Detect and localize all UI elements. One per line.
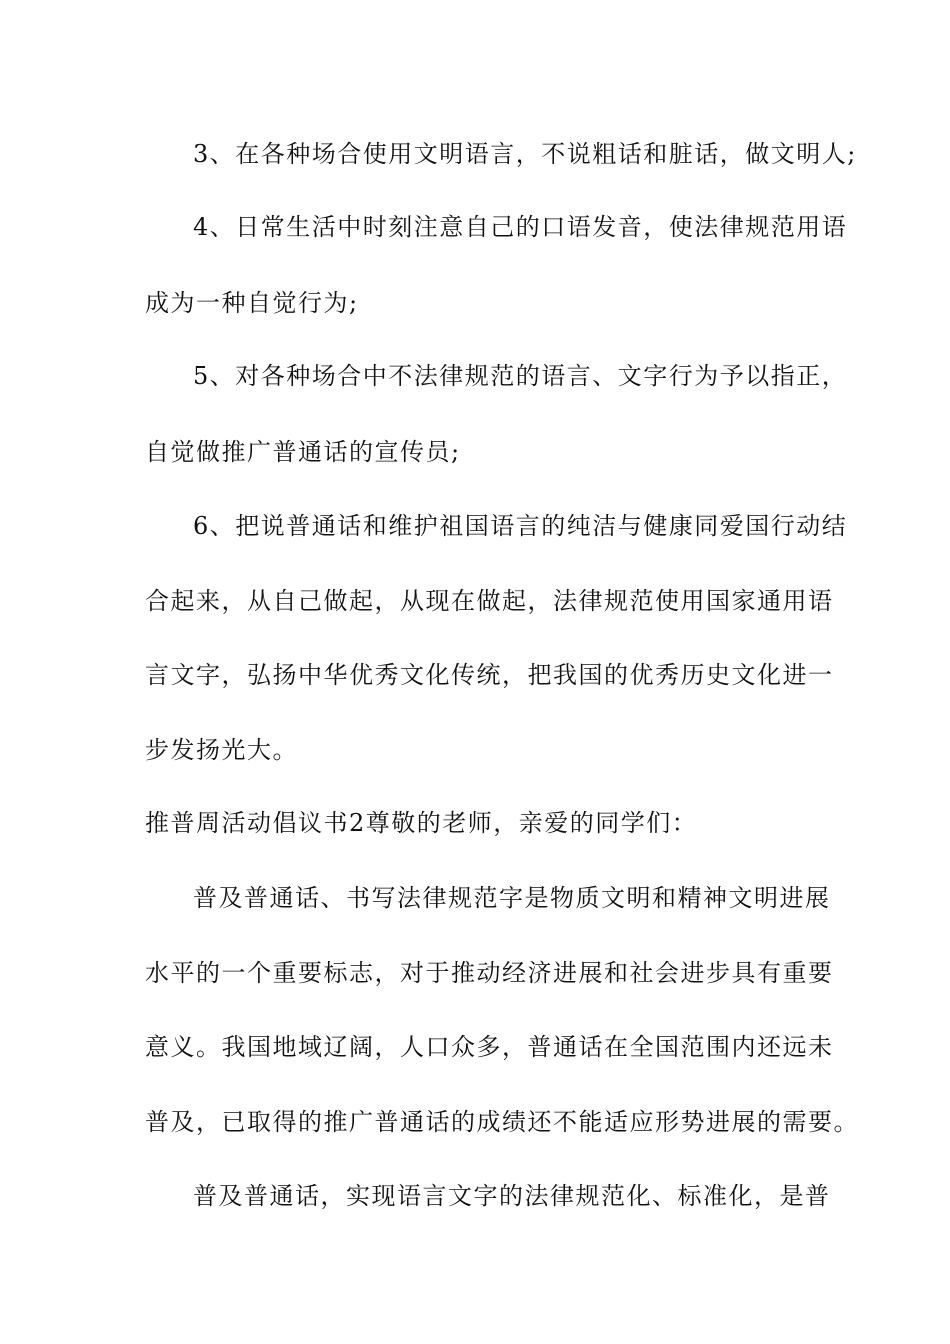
text-line: 5、对各种场合中不法律规范的语言、文字行为予以指正， <box>193 362 848 390</box>
text-line: 合起来，从自己做起，从现在做起，法律规范使用国家通用语 <box>145 587 834 615</box>
text-line: 普及普通话、书写法律规范字是物质文明和精神文明进展 <box>193 884 831 912</box>
text-line: 6、把说普通话和维护祖国语言的纯洁与健康同爱国行动结 <box>193 512 848 540</box>
text-line: 步发扬光大。 <box>145 736 298 764</box>
text-line: 3、在各种场合使用文明语言，不说粗话和脏话，做文明人; <box>193 140 857 168</box>
text-line: 4、日常生活中时刻注意自己的口语发音，使法律规范用语 <box>193 213 848 241</box>
text-line: 言文字，弘扬中华优秀文化传统，把我国的优秀历史文化进一 <box>145 661 834 689</box>
text-line: 意义。我国地域辽阔，人口众多，普通话在全国范围内还远未 <box>145 1033 834 1061</box>
text-line: 普及普通话，实现语言文字的法律规范化、标准化，是普 <box>193 1182 831 1210</box>
text-line: 自觉做推广普通话的宣传员; <box>145 438 461 466</box>
text-line: 普及，已取得的推广普通话的成绩还不能适应形势进展的需要。 <box>145 1108 859 1136</box>
section-heading: 推普周活动倡议书2尊敬的老师，亲爱的同学们： <box>145 809 698 837</box>
text-line: 水平的一个重要标志，对于推动经济进展和社会进步具有重要 <box>145 959 834 987</box>
text-line: 成为一种自觉行为; <box>145 289 359 317</box>
